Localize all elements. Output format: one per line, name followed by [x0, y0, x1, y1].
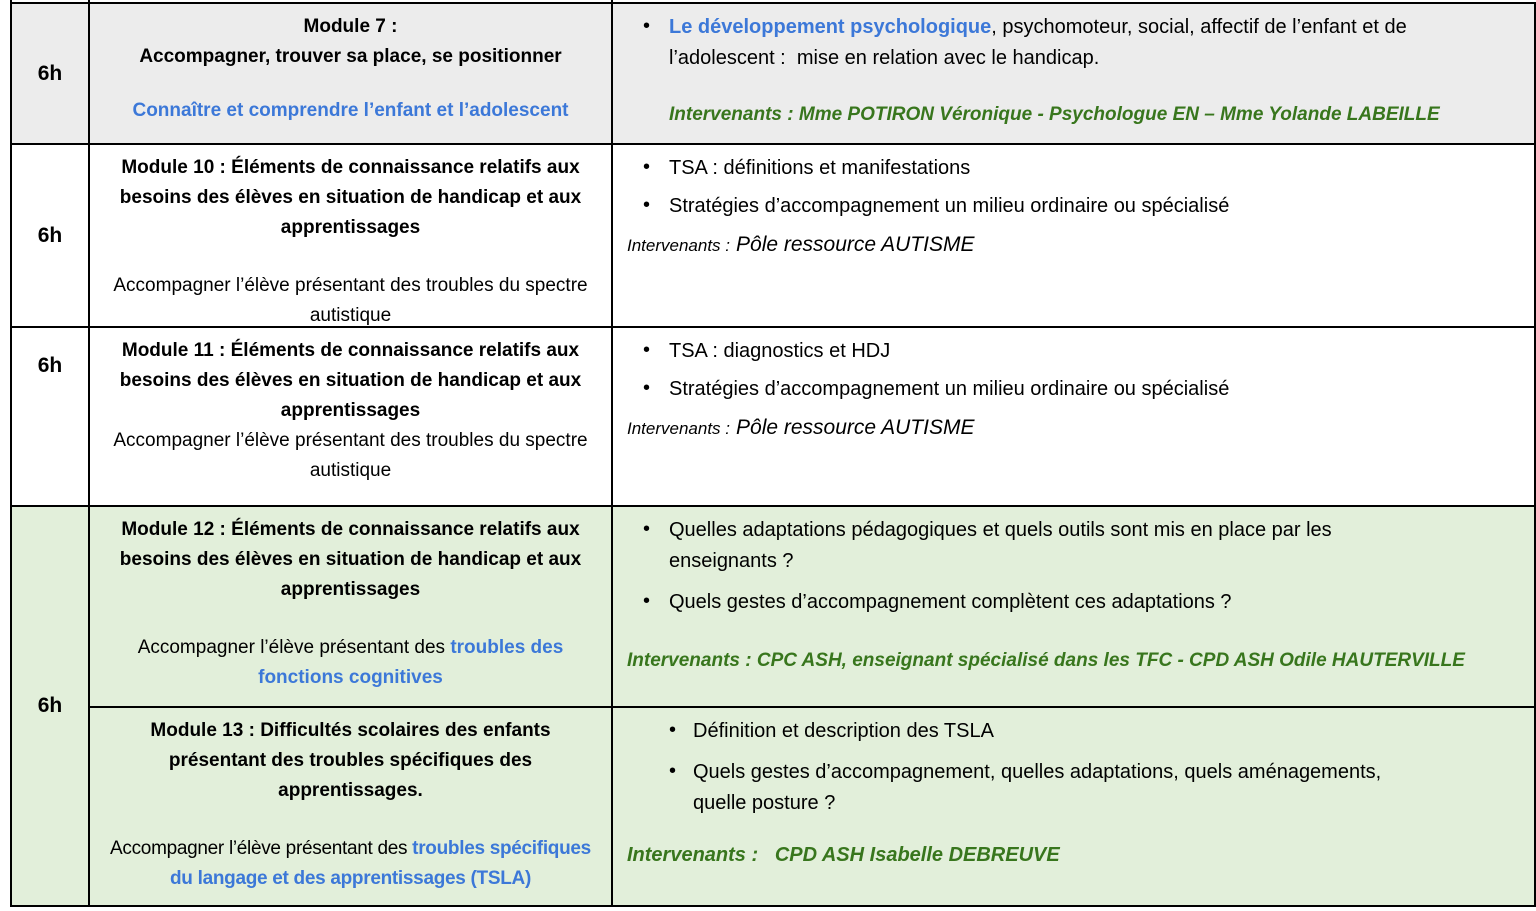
- content-cell-module10: [613, 145, 1536, 328]
- module13-title: Module 13 : Difficultés scolaires des enfants présentant des troubles spécifiques des apprentissages.: [150, 720, 551, 801]
- spacer: [102, 806, 599, 834]
- bullet-item: [613, 153, 1528, 184]
- bullet-item: [613, 716, 1528, 747]
- bullet-text: TSA : définitions et manifestations: [669, 157, 971, 179]
- intervenants-module12: Intervenants : CPC ASH, enseignant spécialisé dans les TFC - CPD ASH Odile HAUTERVILLE: [627, 650, 1465, 671]
- content-bullets: [613, 12, 1528, 74]
- bullet-text: Stratégies d’accompagnement un milieu ordinaire ou spécialisé: [669, 195, 1230, 217]
- content-bullets: [613, 336, 1528, 405]
- bullet-text: Quelles adaptations pédagogiques et quels outils sont mis en place par les enseignants ?: [669, 519, 1332, 572]
- intervenants-module10: [627, 229, 1528, 261]
- link-developpement-psychologique[interactable]: Le développement psychologique: [669, 16, 992, 38]
- hours-value: 6h: [37, 61, 63, 85]
- bullet-text: Définition et description des TSLA: [693, 720, 994, 742]
- bullet-item: [613, 12, 1528, 74]
- hours-cell-module7: [12, 4, 90, 145]
- module11-accompagner: Accompagner l’élève présentant des troubles du spectre autistique: [113, 430, 588, 481]
- hours-value: 6h: [37, 354, 63, 377]
- intervenants-value: Pôle ressource AUTISME: [736, 416, 975, 439]
- bullet-text: Quels gestes d’accompagnement complètent ces adaptations ?: [669, 591, 1232, 613]
- accompagner-highlight: troubles des fonctions cognitives: [258, 637, 564, 688]
- module10-title: Module 10 : Éléments de connaissance relatifs aux besoins des élèves en situation de handicap et aux apprentissages: [119, 157, 582, 238]
- module7-title-line2: Accompagner, trouver sa place, se positionner: [139, 46, 562, 67]
- bullet-item: [613, 757, 1528, 819]
- content-bullets: [613, 153, 1528, 222]
- title-cell-module12: [90, 507, 613, 708]
- bullet-item: [613, 374, 1528, 405]
- intervenants-module11: [627, 412, 1528, 444]
- bullet-text: Stratégies d’accompagnement un milieu ordinaire ou spécialisé: [669, 378, 1230, 400]
- bullet-text: TSA : diagnostics et HDJ: [669, 340, 891, 362]
- accompagner-highlight: troubles spécifiques du langage et des apprentissages (TSLA): [170, 838, 591, 889]
- module11-title: Module 11 : Éléments de connaissance relatifs aux besoins des élèves en situation de handicap et aux apprentissages: [119, 340, 582, 421]
- hours-value: 6h: [37, 223, 63, 247]
- intervenants-label: Intervenants :: [627, 236, 731, 255]
- spacer: [102, 605, 599, 633]
- intervenants-value: Pôle ressource AUTISME: [736, 233, 975, 256]
- module12-accompagner: [111, 633, 591, 693]
- bullet-item: [613, 587, 1528, 618]
- bullet-item: [613, 336, 1528, 367]
- hours-cell-module12-13: [12, 507, 90, 907]
- accompagner-prefix: Accompagner l’élève présentant des: [137, 637, 451, 658]
- content-cell-module12: [613, 507, 1536, 708]
- accompagner-prefix: Accompagner l’élève présentant des: [110, 838, 413, 859]
- intervenants-label: Intervenants :: [627, 419, 731, 438]
- content-cell-module13: [613, 708, 1536, 907]
- title-cell-module7: [90, 4, 613, 145]
- bullet-item: [613, 191, 1528, 222]
- module13-accompagner: [102, 834, 599, 894]
- hours-value: 6h: [37, 694, 63, 717]
- title-cell-module11: [90, 328, 613, 507]
- title-cell-module13: [90, 708, 613, 907]
- spacer: [102, 243, 599, 271]
- spacer: [102, 72, 599, 96]
- bullet-text: , psychomoteur, social, affectif de l’enfant et de l’adolescent : mise en relation avec le handicap.: [669, 16, 1407, 69]
- hours-cell-module10: [12, 145, 90, 328]
- content-cell-module7: [613, 4, 1536, 145]
- title-cell-module10: [90, 145, 613, 328]
- bullet-text: Quels gestes d’accompagnement, quelles adaptations, quels aménagements, quelle posture ?: [693, 761, 1382, 814]
- module7-subtitle: Connaître et comprendre l’enfant et l’adolescent: [132, 100, 569, 121]
- bullet-item: [613, 515, 1528, 577]
- module7-title-line1: Module 7 :: [303, 16, 398, 37]
- module10-accompagner: Accompagner l’élève présentant des troubles du spectre autistique: [113, 275, 588, 326]
- training-modules-table: [10, 2, 1536, 907]
- module12-title: Module 12 : Éléments de connaissance relatifs aux besoins des élèves en situation de handicap et aux apprentissages: [119, 519, 582, 600]
- hours-cell-module11: [12, 328, 90, 507]
- content-bullets: [613, 515, 1528, 618]
- intervenants-module7: Intervenants : Mme POTIRON Véronique - Psychologue EN – Mme Yolande LABEILLE: [669, 104, 1440, 125]
- content-bullets: [613, 716, 1528, 819]
- content-cell-module11: [613, 328, 1536, 507]
- intervenants-module13: Intervenants : CPD ASH Isabelle DEBREUVE: [627, 844, 1060, 866]
